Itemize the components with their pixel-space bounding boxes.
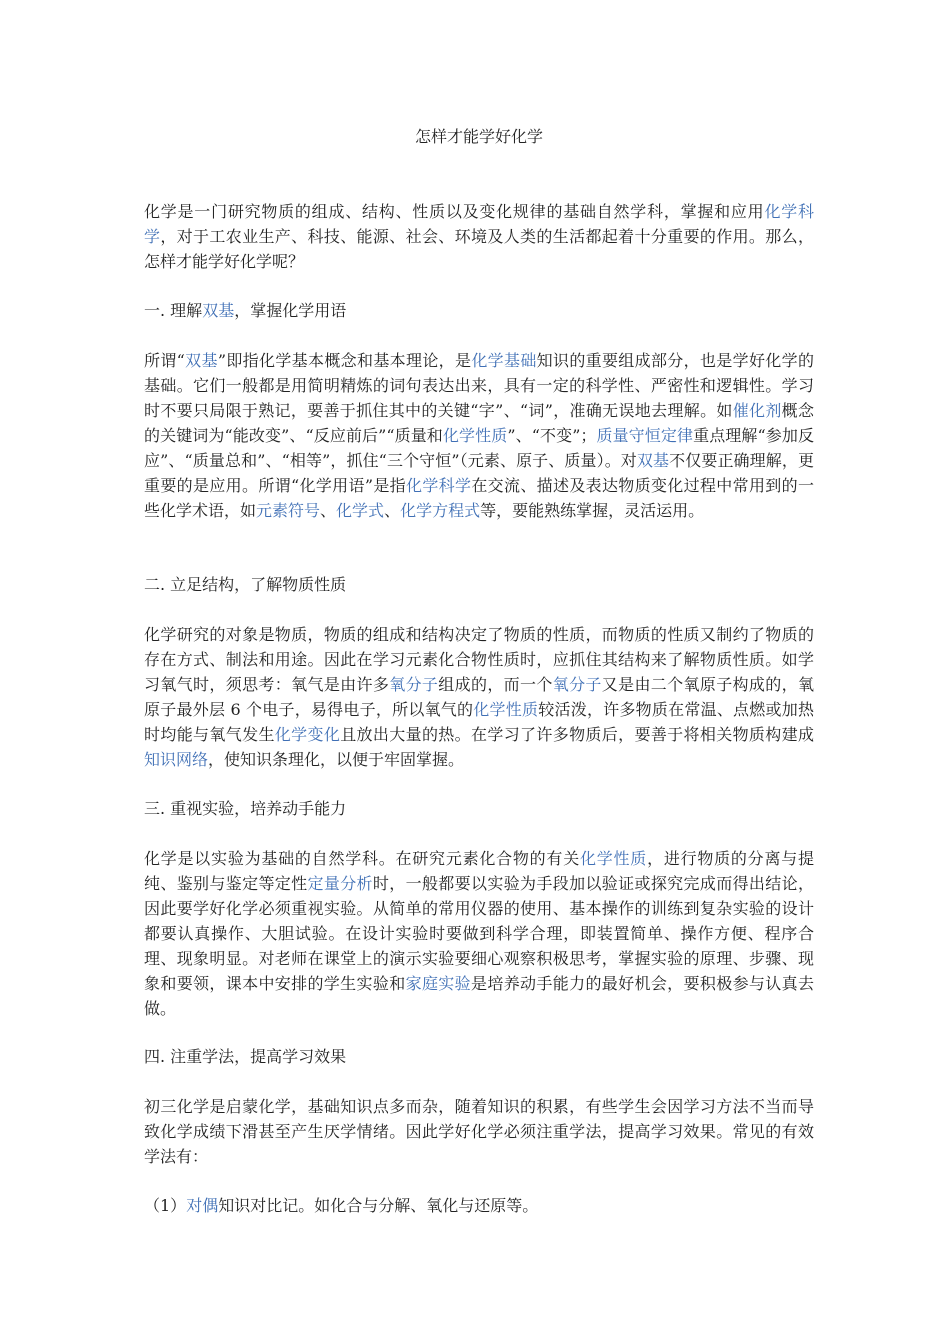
section-3-heading [144, 796, 346, 821]
text-run: 不仅要正确理解，更重要的是应用。所谓“化学用语”是指 [144, 451, 814, 495]
section-4-item-1 [144, 1193, 538, 1218]
text-run: 等，要能熟练掌握，灵活运用。 [480, 501, 705, 520]
section-4-heading [144, 1044, 346, 1069]
text-link[interactable]: 化学科学 [406, 476, 472, 495]
text-run: 又是由二个氧原子构成的，氧原子最外层 6 个电子，易得电子，所以氧气的 [144, 675, 814, 719]
text-link[interactable]: 家庭实验 [405, 974, 471, 993]
text-run: 所谓“ [144, 351, 185, 370]
text-run: 较活泼，许多物质在常温、点燃或加热时均能与氧气发生 [144, 700, 814, 744]
text-link[interactable]: 化学基础 [471, 351, 537, 370]
text-link[interactable]: 双基 [636, 451, 670, 470]
text-run: 重点理解“参加反应”、“质量总和”、“相等”，抓住“三个守恒”（元素、原子、质量）。对 [144, 426, 814, 470]
text-link[interactable]: 质量守恒定律 [596, 426, 694, 445]
text-link[interactable]: 催化剂 [732, 401, 782, 420]
text-link[interactable]: 双基 [184, 351, 218, 370]
text-run: 知识对比记。如化合与分解、氧化与还原等。 [218, 1196, 539, 1215]
text-run: 一. 理解 [144, 301, 203, 320]
text-link[interactable]: 对偶 [186, 1196, 219, 1215]
text-run: 在交流、描述及表达物质变化过程中常用到的一些化学术语，如 [144, 476, 814, 520]
text-run: ，对于工农业生产、科技、能源、社会、环境及人类的生活都起着十分重要的作用。那么，怎样才能学好化学呢？ [144, 227, 814, 271]
text-link[interactable]: 化学性质 [473, 700, 539, 719]
text-run: 组成的，而一个 [438, 675, 553, 694]
text-link[interactable]: 元素符号 [256, 501, 321, 520]
section-1-body [144, 348, 814, 523]
text-link[interactable]: 氧分子 [552, 675, 602, 694]
text-run: 且放出大量的热。在学习了许多物质后，要善于将相关物质构建成 [340, 725, 814, 744]
text-link[interactable]: 化学变化 [274, 725, 341, 744]
text-run: 化学是一门研究物质的组成、结构、性质以及变化规律的基础自然学科，掌握和应用 [144, 202, 765, 221]
text-run: 时，一般都要以实验为手段加以验证或探究完成而得出结论，因此要学好化学必须重视实验。从简单的常用仪器的使用、基本操作的训练到复杂实验的设计都要认真操作、大胆试验。在设计实验时要做到科学合理，即装置简单、操作方便、程序合理、现象明显。对老师在课堂上的演示实验要细心观察积极思考，掌握实验的原理、步骤、现象和要领，课本中安排的学生实验和 [144, 874, 814, 993]
text-link[interactable]: 化学性质 [579, 849, 648, 868]
section-2-body [144, 622, 814, 772]
section-1-heading [144, 298, 346, 323]
text-run: 、 [320, 501, 337, 520]
text-run: 二. 立足结构，了解物质性质 [144, 575, 347, 594]
text-run: 概念的关键词为“能改变”、“反应前后”“质量和 [144, 401, 814, 445]
text-run: ”即指化学基本概念和基本理论，是 [217, 351, 472, 370]
text-run: ，使知识条理化，以便于牢固掌握。 [208, 750, 465, 769]
text-run: ，掌握化学用语 [234, 301, 347, 320]
section-2-heading [144, 572, 346, 597]
text-link[interactable]: 知识网络 [144, 750, 209, 769]
text-link[interactable]: 氧分子 [389, 675, 439, 694]
text-run: 四. 注重学法，提高学习效果 [144, 1047, 347, 1066]
text-run: 化学是以实验为基础的自然学科。在研究元素化合物的有关 [144, 849, 580, 868]
text-run: 初三化学是启蒙化学，基础知识点多而杂，随着知识的积累，有些学生会因学习方法不当而导致化学成绩下滑甚至产生厌学情绪。因此学好化学必须注重学法，提高学习效果。常见的有效学法有： [144, 1097, 814, 1166]
text-run: 化学研究的对象是物质，物质的组成和结构决定了物质的性质，而物质的性质又制约了物质的存在方式、制法和用途。因此在学习元素化合物性质时，应抓住其结构来了解物质性质。如学习氧气时，须思考：氧气是由许多 [144, 625, 814, 694]
text-run: （1） [144, 1196, 187, 1215]
intro-paragraph [144, 199, 814, 274]
text-run: 三. 重视实验，培养动手能力 [144, 799, 347, 818]
text-run: 知识的重要组成部分，也是学好化学的基础。它们一般都是用简明精炼的词句表达出来，具有一定的科学性、严密性和逻辑性。学习时不要只局限于熟记，要善于抓住其中的关键“字”、“词”，准确无误地去理解。如 [144, 351, 814, 420]
text-run: ”、“不变”； [507, 426, 597, 445]
section-4-body [144, 1094, 814, 1169]
text-link[interactable]: 化学性质 [442, 426, 508, 445]
text-link[interactable]: 定量分析 [307, 874, 373, 893]
text-run: ，进行物质的分离与提纯、鉴别与鉴定等定性 [144, 849, 814, 893]
text-link[interactable]: 化学科学 [144, 202, 814, 246]
text-run: 是培养动手能力的最好机会，要积极参与认真去做。 [144, 974, 814, 1018]
text-run: 、 [384, 501, 401, 520]
text-link[interactable]: 化学方程式 [400, 501, 481, 520]
section-3-body [144, 846, 814, 1021]
text-link[interactable]: 化学式 [336, 501, 385, 520]
text-link[interactable]: 双基 [202, 301, 235, 320]
page-title: 怎样才能学好化学 [414, 127, 543, 146]
